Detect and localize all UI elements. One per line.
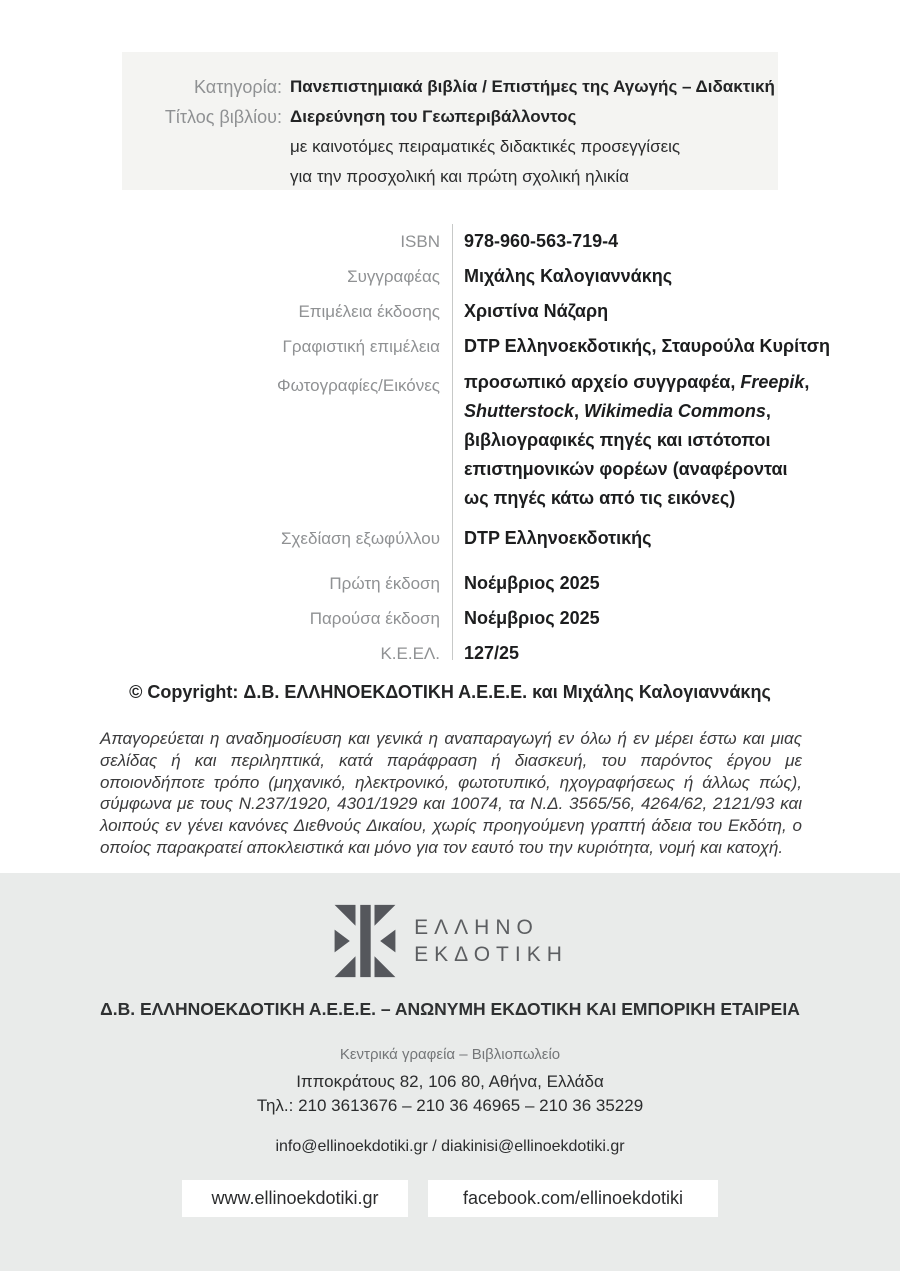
logo-text-line2: ΕΚΔΟΤΙΚΗ <box>414 943 568 966</box>
address-line: Ιπποκράτους 82, 106 80, Αθήνα, Ελλάδα <box>296 1072 604 1091</box>
photos-label: Φωτογραφίες/Εικόνες <box>277 376 440 395</box>
isbn-value: 978-960-563-719-4 <box>464 231 619 251</box>
keel-value: 127/25 <box>464 643 520 663</box>
category-value: Πανεπιστημιακά βιβλία / Επιστήμες της Αγωγής – Διδακτική <box>290 77 775 96</box>
facebook-link[interactable]: facebook.com/ellinoekdotiki <box>428 1180 718 1217</box>
editor-row <box>0 294 900 329</box>
keel-label: Κ.Ε.ΕΛ. <box>380 644 440 663</box>
cover-design-label: Σχεδίαση εξωφύλλου <box>280 529 440 548</box>
phone-line: Τηλ.: 210 3613676 – 210 36 46965 – 210 36 35229 <box>256 1096 644 1115</box>
book-title: Διερεύνηση του Γεωπεριβάλλοντος <box>290 107 577 126</box>
book-subtitle-line2: για την προσχολική και πρώτη σχολική ηλικία <box>290 167 629 186</box>
editor-label: Επιμέλεια έκδοσης <box>298 302 440 321</box>
category-label: Κατηγορία: <box>194 77 282 97</box>
book-subtitle-line1: με καινοτόμες πειραματικές διδακτικές προσεγγίσεις <box>290 137 681 156</box>
email-line: info@ellinoekdotiki.gr / diakinisi@ellinoekdotiki.gr <box>275 1138 625 1155</box>
photos-value-line5: ως πηγές κάτω από τις εικόνες) <box>464 488 736 508</box>
first-edition-value: Νοέμβριος 2025 <box>464 573 600 593</box>
logo-text-line1: ΕΛΛΗΝΟ <box>414 916 539 939</box>
current-edition-row <box>0 601 900 636</box>
author-label: Συγγραφέας <box>347 267 440 286</box>
ellinoekdotiki-logo-icon <box>332 903 398 979</box>
vertical-divider <box>452 224 453 660</box>
graphic-design-value: DTP Ελληνοεκδοτικής, Σταυρούλα Κυρίτση <box>464 336 831 356</box>
book-title-row <box>122 102 778 192</box>
author-row <box>0 259 900 294</box>
category-row <box>122 72 778 102</box>
author-value: Μιχάλης Καλογιαννάκης <box>464 266 673 286</box>
photos-value <box>452 368 809 513</box>
photos-value-line2: Shutterstock, Wikimedia Commons, <box>464 401 771 421</box>
links-row <box>0 1180 900 1217</box>
first-edition-label: Πρώτη έκδοση <box>329 574 440 593</box>
current-edition-label: Παρούσα έκδοση <box>309 609 440 628</box>
graphic-design-row <box>0 329 900 364</box>
isbn-label: ISBN <box>400 232 440 251</box>
publisher-footer <box>0 873 900 1271</box>
first-edition-row <box>0 566 900 601</box>
publisher-logo <box>0 873 900 979</box>
legal-notice: Απαγορεύεται η αναδημοσίευση και γενικά η αναπαραγωγή εν όλω ή εν μέρει έστω και μιας σελίδας ή και περιληπτικά, κατά παράφραση ή διασκευή, του παρόντος έργου με οποιονδήποτε τρόπο (μηχανικό, ηλεκτρονικό, φωτοτυπικό, ηχογραφήσεως ή άλλως πώς), σύμφωνα με τους Ν.237/1920, 4301/1929 και 10074, τα Ν.Δ. 3565/56, 4264/62, 2121/93 και λοιπούς εν γένει κανόνες Διεθνούς Δικαίου, χωρίς προηγούμενη γραπτή άδεια του Εκδότη, ο οποίος παρακρατεί αποκλειστικά και μόνο για τον εαυτό του την κυριότητα, νομή και κατοχή. <box>100 729 802 857</box>
photos-value-line1: προσωπικό αρχείο συγγραφέα, Freepik, <box>464 372 810 392</box>
current-edition-value: Νοέμβριος 2025 <box>464 608 600 628</box>
copyright-line: © Copyright: Δ.Β. ΕΛΛΗΝΟΕΚΔΟΤΙΚΗ Α.Ε.Ε.Ε. και Μιχάλης Καλογιαννάκης <box>129 682 771 702</box>
company-full-name: Δ.Β. ΕΛΛΗΝΟΕΚΔΟΤΙΚΗ Α.Ε.Ε.Ε. – ΑΝΩΝΥΜΗ ΕΚΔΟΤΙΚΗ ΚΑΙ ΕΜΠΟΡΙΚΗ ΕΤΑΙΡΕΙΑ <box>100 999 800 1019</box>
offices-line: Κεντρικά γραφεία – Βιβλιοπωλείο <box>339 1046 561 1063</box>
graphic-design-label: Γραφιστική επιμέλεια <box>282 337 440 356</box>
photos-value-line3: βιβλιογραφικές πηγές και ιστότοποι <box>464 430 771 450</box>
editor-value: Χριστίνα Νάζαρη <box>464 301 609 321</box>
table-spacer <box>0 556 900 566</box>
website-link[interactable]: www.ellinoekdotiki.gr <box>182 1180 408 1217</box>
isbn-row <box>0 224 900 259</box>
book-info-box <box>122 52 778 190</box>
keel-row <box>0 636 900 671</box>
book-title-block <box>290 102 680 192</box>
cover-design-value: DTP Ελληνοεκδοτικής <box>464 528 652 548</box>
publisher-logo-text <box>414 914 568 968</box>
cover-design-row <box>0 521 900 556</box>
photos-row <box>0 368 900 513</box>
publication-details-table <box>0 224 900 664</box>
book-title-label: Τίτλος βιβλίου: <box>164 107 282 127</box>
photos-value-line4: επιστημονικών φορέων (αναφέρονται <box>464 459 788 479</box>
